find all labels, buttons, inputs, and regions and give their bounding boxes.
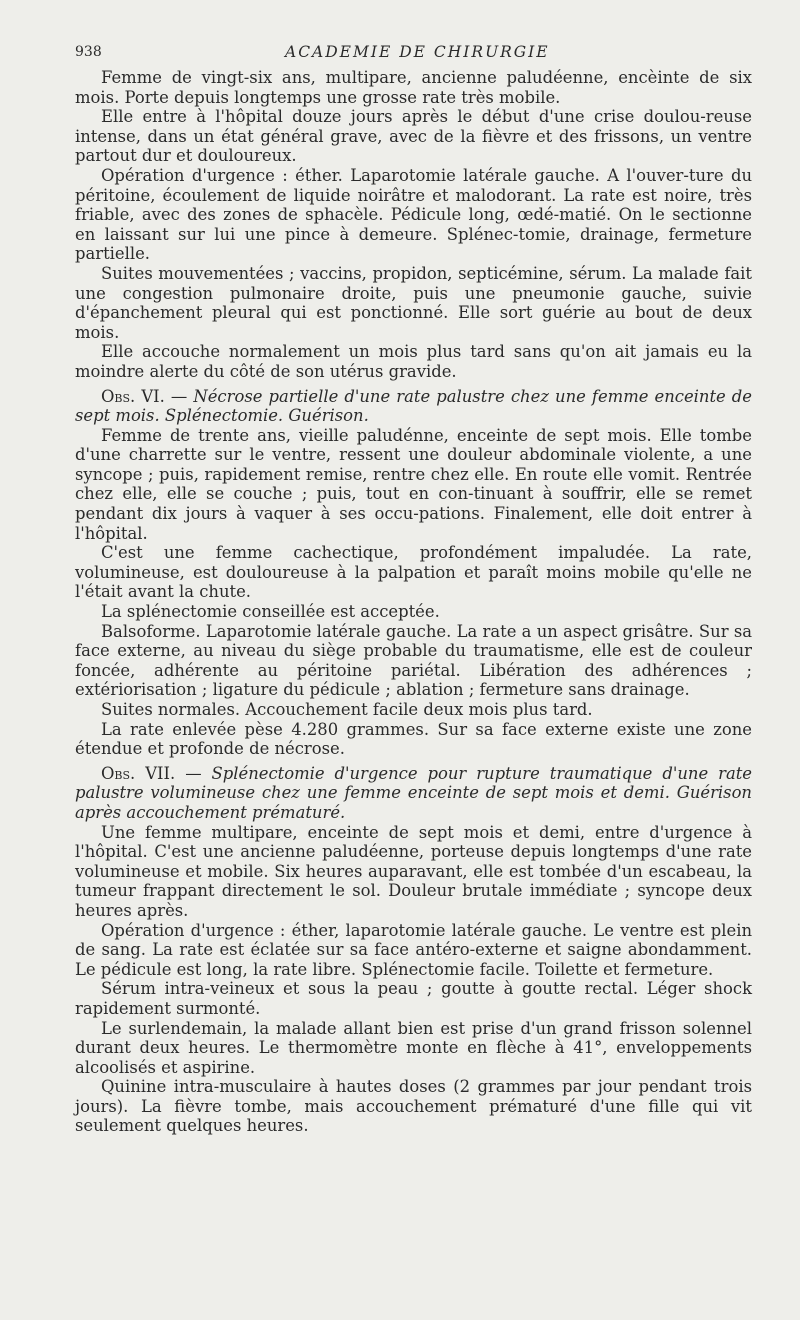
paragraph: Opération d'urgence : éther, laparotomie latérale gauche. Le ventre est plein de sang. La rate est éclatée sur sa face antéro-externe et saigne abondamment. Le pédicule est long, la rate libre. Splénectomie facile. Toilette et fermeture. xyxy=(75,920,752,979)
observation-7 xyxy=(75,764,752,1136)
heading-dash: — xyxy=(164,386,194,406)
paragraph: Opération d'urgence : éther. Laparotomie latérale gauche. A l'ouver-ture du péritoine, écoulement de liquide noirâtre et malodorant. La rate est noire, très friable, avec des zones de sphacèle. Pédicule long, œdé-matié. On le sectionne en laissant sur lui une pince à demeure. Splénec-tomie, drainage, fermeture partielle. xyxy=(75,165,752,264)
observation-title: Splénectomie d'urgence pour rupture traumatique d'une rate palustre volumineuse chez une femme enceinte de sept mois et demi. Guérison après accouchement prématuré. xyxy=(75,763,753,822)
observation-6 xyxy=(75,387,752,759)
running-title: ACADEMIE DE CHIRURGIE xyxy=(285,43,550,61)
paragraph: Sérum intra-veineux et sous la peau ; goutte à goutte rectal. Léger shock rapidement surmonté. xyxy=(75,979,752,1018)
paragraph: Balsoforme. Laparotomie latérale gauche. La rate a un aspect grisâtre. Sur sa face externe, au niveau du siège probable du traumatisme, elle est de couleur foncée, adhérente au péritoine pariétal. Libération des adhérences ; extériorisation ; ligature du pédicule ; ablation ; fermeture sans drainage. xyxy=(75,621,752,700)
heading-dash: — xyxy=(175,763,212,783)
observation-heading xyxy=(75,764,752,823)
observation-label: Obs. VI. xyxy=(101,386,165,406)
paragraph: Elle accouche normalement un mois plus tard sans qu'on ait jamais eu la moindre alerte du côté de son utérus gravide. xyxy=(75,342,752,381)
paragraph: La rate enlevée pèse 4.280 grammes. Sur sa face externe existe une zone étendue et profonde de nécrose. xyxy=(75,719,752,759)
paragraph: Femme de trente ans, vieille paludénne, enceinte de sept mois. Elle tombe d'une charrette sur le ventre, ressent une douleur abdominale violente, a une syncope ; puis, rapidement remise, rentre chez elle. En route elle vomit. Rentrée chez elle, elle se couche ; puis, tout en con-tinuant à souffrir, elle se remet pendant dix jours à vaquer à ses occu-pations. Finalement, elle doit entrer à l'hôpital. xyxy=(75,425,752,543)
paragraph: Femme de vingt-six ans, multipare, ancienne paludéenne, encèinte de six mois. Porte depuis longtemps une grosse rate très mobile. xyxy=(75,68,752,107)
paragraph: Elle entre à l'hôpital douze jours après le début d'une crise doulou-reuse intense, dans un état général grave, avec de la fièvre et des frissons, un ventre partout dur et douloureux. xyxy=(75,107,752,166)
paragraph: La splénectomie conseillée est acceptée. xyxy=(101,602,440,622)
page-header xyxy=(75,44,755,66)
observation-heading xyxy=(75,387,752,426)
page-number: 938 xyxy=(75,44,102,60)
paragraph: Le surlendemain, la malade allant bien est prise d'un grand frisson solennel durant deux heures. Le thermomètre monte en flèche à 41°, enveloppements alcoolisés et aspirine. xyxy=(75,1018,752,1077)
observation-label: Obs. VII. xyxy=(101,763,176,783)
paragraph: Suites normales. Accouchement facile deux mois plus tard. xyxy=(101,700,593,719)
body-text xyxy=(75,68,752,1136)
paragraph: C'est une femme cachectique, profondément impaludée. La rate, volumineuse, est douloureuse à la palpation et paraît moins mobile qu'elle ne l'était avant la chute. xyxy=(75,543,752,602)
paragraph: Quinine intra-musculaire à hautes doses (2 grammes par jour pendant trois jours). La fièvre tombe, mais accouchement prématuré d'une fille qui vit seulement quelques heures. xyxy=(75,1077,752,1136)
paragraph: Suites mouvementées ; vaccins, propidon, septicémine, sérum. La malade fait une congestion pulmonaire droite, puis une pneumonie gauche, suivie d'épanchement pleural qui est ponctionné. Elle sort guérie au bout de deux mois. xyxy=(75,263,752,342)
observation-title: Nécrose partielle d'une rate palustre chez une femme enceinte de sept mois. Splénectomie. Guérison. xyxy=(75,386,753,426)
paragraph: Une femme multipare, enceinte de sept mois et demi, entre d'urgence à l'hôpital. C'est une ancienne paludéenne, porteuse depuis longtemps d'une rate volumineuse et mobile. Six heures auparavant, elle est tombée d'un escabeau, la tumeur frappant directement le sol. Douleur brutale immédiate ; syncope deux heures après. xyxy=(75,822,752,920)
